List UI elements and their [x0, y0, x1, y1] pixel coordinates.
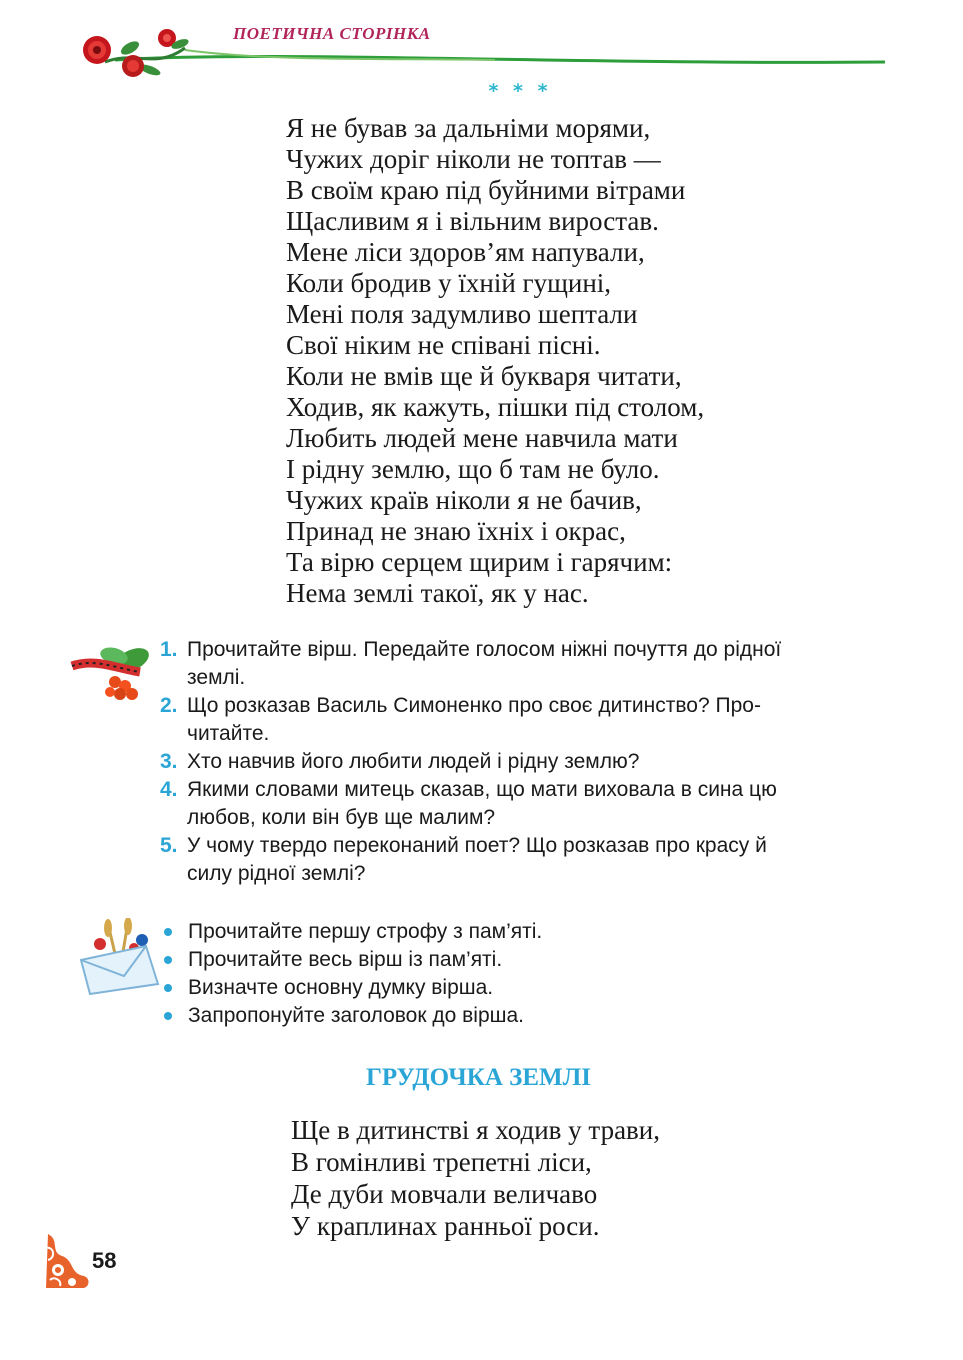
question-text: читайте. — [187, 722, 270, 745]
poem-line: Де дуби мовчали величаво — [291, 1179, 598, 1209]
section-title: ГРУДОЧКА ЗЕМЛІ — [366, 1064, 591, 1091]
poem — [286, 113, 704, 609]
poem-line: Ще в дитинстві я ходив у трави, — [291, 1115, 660, 1145]
task-text: Визначте основну думку вірша. — [188, 976, 494, 999]
question-item — [160, 636, 890, 692]
task-item — [160, 918, 890, 946]
task-text: Запропонуйте заголовок до вірша. — [188, 1004, 525, 1027]
question-number: 5. — [160, 834, 178, 857]
bullet — [164, 928, 172, 936]
question-number: 1. — [160, 638, 178, 661]
question-number: 4. — [160, 778, 178, 801]
question-text: Хто навчив його любити людей і рідну землю? — [187, 750, 640, 773]
page-header — [0, 0, 963, 90]
envelope-with-flowers-icon — [78, 918, 163, 996]
poem-line: І рідну землю, що б там не було. — [286, 454, 660, 484]
question-text: Що розказав Василь Симоненко про своє дитинство? Про- — [187, 694, 761, 717]
bullet — [164, 1012, 172, 1020]
poem-line: Нема землі такої, як у нас. — [286, 578, 589, 608]
poem-line: У краплинах ранньої роси. — [291, 1211, 600, 1241]
question-number: 3. — [160, 750, 178, 773]
corner-ornament-icon — [40, 1230, 92, 1292]
poem-line: Коли бродив у їхній гущині, — [286, 268, 612, 298]
poem-line: Щасливим я і вільним виростав. — [286, 206, 659, 236]
bullet — [164, 956, 172, 964]
page-number: 58 — [92, 1248, 117, 1273]
question-text: землі. — [187, 666, 246, 689]
stanza-separator: * * * — [488, 80, 552, 102]
poem-line: Мені поля задумливо шептали — [286, 299, 638, 329]
task-item — [160, 1002, 890, 1030]
question-item — [160, 748, 890, 776]
poem-line: Принад не знаю їхніх і окрас, — [286, 516, 626, 546]
task-text: Прочитайте весь вірш із пам’яті. — [188, 948, 503, 971]
questions-list — [160, 636, 890, 888]
question-item — [160, 692, 890, 748]
poem-line: Ходив, як кажуть, пішки під столом, — [286, 392, 705, 422]
poem-line: Та вірю серцем щирим і гарячим: — [286, 547, 673, 577]
question-text: Якими словами митець сказав, що мати виховала в сина цю — [187, 778, 777, 801]
question-item — [160, 832, 890, 888]
task-item — [160, 946, 890, 974]
question-text: Прочитайте вірш. Передайте голосом ніжні почуття до рідної — [187, 638, 782, 661]
rowan-berries-ribbon-icon — [70, 638, 162, 702]
question-text: силу рідної землі? — [187, 862, 366, 885]
poem-line: Любить людей мене навчила мати — [286, 423, 678, 453]
second-poem — [291, 1114, 660, 1242]
poem-line: В гомінливі трепетні ліси, — [291, 1147, 592, 1177]
question-text: любов, коли він був ще малим? — [187, 806, 496, 829]
poem-line: Свої ніким не співані пісні. — [286, 330, 601, 360]
poem-line: Чужих країв ніколи я не бачив, — [286, 485, 642, 515]
question-text: У чому твердо переконаний поет? Що розказав про красу й — [187, 834, 767, 857]
page-header-title: ПОЕТИЧНА СТОРІНКА — [233, 24, 431, 43]
poem-line: Коли не вмів ще й букваря читати, — [286, 361, 682, 391]
poem-line: Чужих доріг ніколи не топтав — — [286, 144, 661, 174]
question-item — [160, 776, 890, 832]
tasks-list — [160, 918, 890, 1030]
task-item — [160, 974, 890, 1002]
poem-line: Мене ліси здоров’ям напували, — [286, 237, 645, 267]
poem-line: В своїм краю під буйними вітрами — [286, 175, 686, 205]
poem-line: Я не бував за дальніми морями, — [286, 113, 651, 143]
bullet — [164, 984, 172, 992]
question-number: 2. — [160, 694, 178, 717]
task-text: Прочитайте першу строфу з пам’яті. — [188, 920, 543, 943]
